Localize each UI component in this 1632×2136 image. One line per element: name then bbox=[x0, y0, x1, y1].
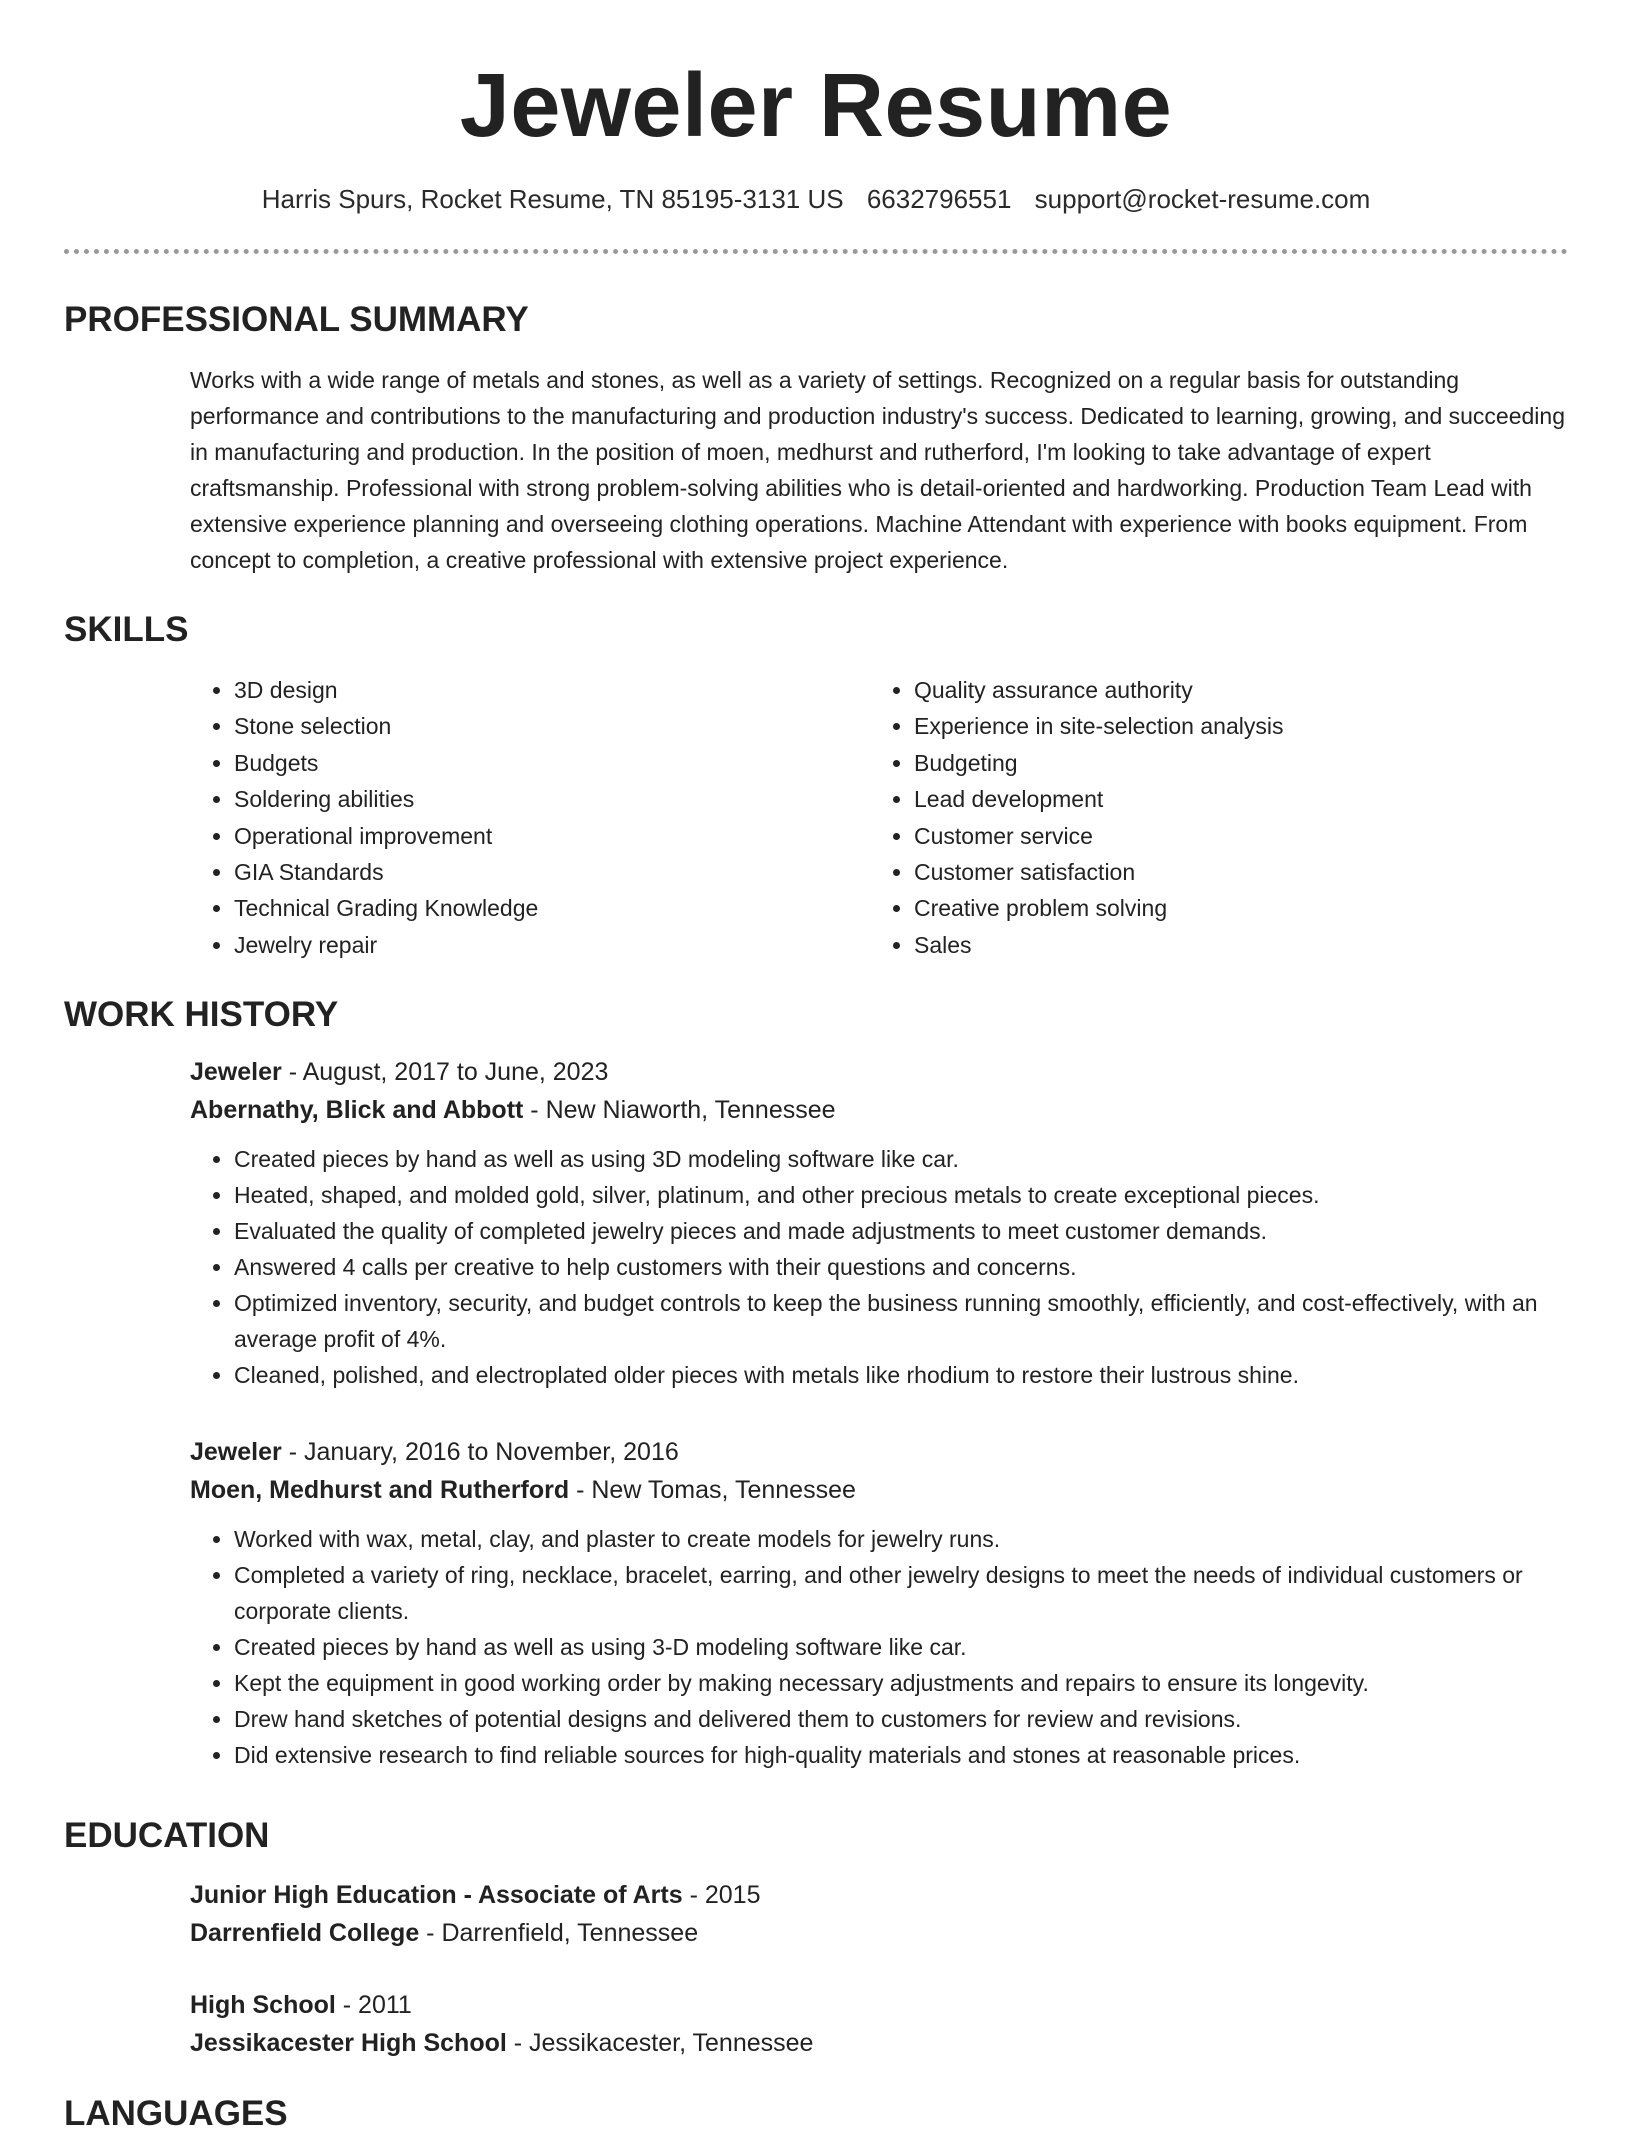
job-title-line bbox=[190, 1053, 1568, 1091]
job-bullet: • Cleaned, polished, and electroplated older pieces with metals like rhodium to restore their lustrous shine. bbox=[234, 1357, 1568, 1393]
skills-list-left bbox=[190, 672, 870, 963]
job-bullets bbox=[190, 1141, 1568, 1393]
work-section bbox=[64, 993, 1568, 1773]
skill-item: • Quality assurance authority bbox=[914, 672, 1550, 708]
header-divider bbox=[64, 249, 1568, 254]
job-title-line bbox=[190, 1433, 1568, 1471]
job-location: - New Niaworth, Tennessee bbox=[523, 1096, 836, 1124]
education-degree-line bbox=[190, 1986, 1568, 2024]
job-bullet: • Completed a variety of ring, necklace, bracelet, earring, and other jewelry designs to meet the needs of individual customers or corporate clients. bbox=[234, 1557, 1568, 1629]
contact-address: Harris Spurs, Rocket Resume, TN 85195-3131 US bbox=[261, 184, 844, 214]
skill-item: • Lead development bbox=[914, 781, 1550, 817]
job-bullet: • Drew hand sketches of potential designs and delivered them to customers for review and revisions. bbox=[234, 1701, 1568, 1737]
job-company-line bbox=[190, 1091, 1568, 1129]
education-degree: High School bbox=[190, 1991, 336, 2019]
job-bullet: • Answered 4 calls per creative to help customers with their questions and concerns. bbox=[234, 1249, 1568, 1285]
skills-heading: SKILLS bbox=[64, 610, 189, 649]
skill-item: • Jewelry repair bbox=[234, 927, 870, 963]
job-company: Moen, Medhurst and Rutherford bbox=[190, 1476, 570, 1504]
education-degree-line bbox=[190, 1876, 1568, 1914]
skill-item: • Budgets bbox=[234, 745, 870, 781]
skill-item: • Experience in site-selection analysis bbox=[914, 708, 1550, 744]
job-bullet: • Did extensive research to find reliable sources for high-quality materials and stones at reasonable prices. bbox=[234, 1737, 1568, 1773]
job-bullet: • Heated, shaped, and molded gold, silver, platinum, and other precious metals to create exceptional pieces. bbox=[234, 1177, 1568, 1213]
summary-heading: PROFESSIONAL SUMMARY bbox=[64, 300, 529, 339]
job-bullet: • Worked with wax, metal, clay, and plaster to create models for jewelry runs. bbox=[234, 1521, 1568, 1557]
education-entry bbox=[190, 1876, 1568, 1952]
education-school: Jessikacester High School bbox=[190, 2029, 507, 2057]
education-year: - 2011 bbox=[335, 1991, 412, 2019]
job-entry bbox=[190, 1053, 1568, 1393]
education-location: - Jessikacester, Tennessee bbox=[506, 2029, 814, 2057]
education-section bbox=[64, 1814, 1568, 2062]
job-company: Abernathy, Blick and Abbott bbox=[190, 1096, 524, 1124]
skill-item: • Budgeting bbox=[914, 745, 1550, 781]
contact-email: support@rocket-resume.com bbox=[1034, 184, 1371, 214]
education-year: - 2015 bbox=[682, 1881, 761, 1909]
skills-list-right bbox=[870, 672, 1550, 963]
job-bullet: • Kept the equipment in good working order by making necessary adjustments and repairs to ensure its longevity. bbox=[234, 1665, 1568, 1701]
summary-text: Works with a wide range of metals and stones, as well as a variety of settings. Recognized on a regular basis for outstanding performance and contributions to the manufacturing and production industry's success. Dedicated to learning, growing, and succeeding in manufacturing and production. In the position of moen, medhurst and rutherford, I'm looking to take advantage of expert craftsmanship. Professional with strong problem-solving abilities who is detail-oriented and hardworking. Production Team Lead with extensive experience planning and overseeing clothing operations. Machine Attendant with experience with books equipment. From concept to completion, a creative professional with extensive project experience. bbox=[190, 367, 1565, 573]
job-bullet: • Created pieces by hand as well as using 3D modeling software like car. bbox=[234, 1141, 1568, 1177]
work-body bbox=[190, 1053, 1568, 1773]
skill-item: • GIA Standards bbox=[234, 854, 870, 890]
job-role: Jeweler bbox=[190, 1058, 282, 1086]
skill-item: • Customer satisfaction bbox=[914, 854, 1550, 890]
education-location: - Darrenfield, Tennessee bbox=[419, 1919, 699, 1947]
contact-phone: 6632796551 bbox=[866, 184, 1012, 214]
skill-item: • Operational improvement bbox=[234, 818, 870, 854]
languages-heading: LANGUAGES bbox=[64, 2094, 288, 2133]
work-heading: WORK HISTORY bbox=[64, 995, 339, 1034]
skill-item: • Stone selection bbox=[234, 708, 870, 744]
languages-section bbox=[64, 2092, 1568, 2136]
skill-item: • Sales bbox=[914, 927, 1550, 963]
job-company-line bbox=[190, 1471, 1568, 1509]
job-bullets bbox=[190, 1521, 1568, 1773]
skill-item: • Technical Grading Knowledge bbox=[234, 890, 870, 926]
education-entry bbox=[190, 1986, 1568, 2062]
resume-title: Jeweler Resume bbox=[459, 56, 1173, 156]
education-school-line bbox=[190, 1914, 1568, 1952]
education-body bbox=[190, 1876, 1568, 2062]
skills-columns bbox=[190, 672, 1568, 963]
contact-line bbox=[64, 181, 1568, 217]
job-bullet: • Evaluated the quality of completed jewelry pieces and made adjustments to meet customer demands. bbox=[234, 1213, 1568, 1249]
job-role: Jeweler bbox=[190, 1438, 282, 1466]
job-bullet: • Created pieces by hand as well as using 3-D modeling software like car. bbox=[234, 1629, 1568, 1665]
education-heading: EDUCATION bbox=[64, 1816, 270, 1855]
education-school-line bbox=[190, 2024, 1568, 2062]
skill-item: • Customer service bbox=[914, 818, 1550, 854]
job-dates: - January, 2016 to November, 2016 bbox=[281, 1438, 679, 1466]
education-degree: Junior High Education - Associate of Arts bbox=[190, 1881, 683, 1909]
skills-section bbox=[64, 608, 1568, 963]
job-entry bbox=[190, 1433, 1568, 1773]
skill-item: • 3D design bbox=[234, 672, 870, 708]
summary-section bbox=[64, 298, 1568, 578]
job-bullet: • Optimized inventory, security, and budget controls to keep the business running smoothly, efficiently, and cost-effectively, with an average profit of 4%. bbox=[234, 1285, 1568, 1357]
education-school: Darrenfield College bbox=[190, 1919, 420, 1947]
skill-item: • Creative problem solving bbox=[914, 890, 1550, 926]
job-dates: - August, 2017 to June, 2023 bbox=[281, 1058, 609, 1086]
skill-item: • Soldering abilities bbox=[234, 781, 870, 817]
job-location: - New Tomas, Tennessee bbox=[569, 1476, 856, 1504]
